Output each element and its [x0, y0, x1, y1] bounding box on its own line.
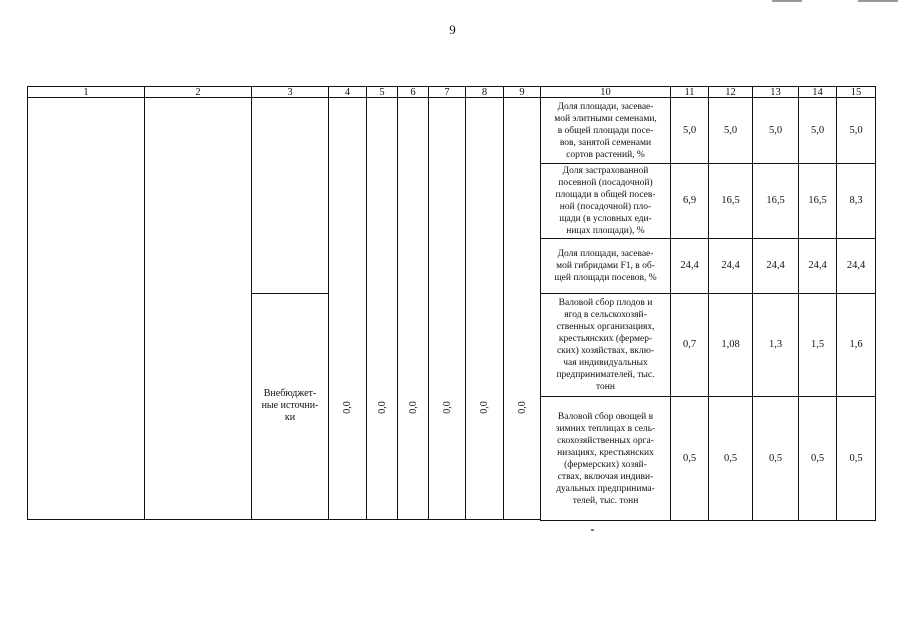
page-number: 9	[449, 22, 456, 37]
funding-amount	[428, 392, 466, 422]
indicator-description: Валовой сбор овощей в зимних теплицах в сель- скохозяйственных орга- низациях, крестьянских (фермерских) хозяй- ствах, включая индиви- дуальных предпринима- телей, тыс. тонн	[555, 411, 656, 506]
column-number: 10	[600, 86, 611, 98]
funding-amount-text: 0,0	[342, 400, 353, 414]
indicator-value: 1,3	[768, 339, 783, 350]
column-number: 4	[344, 86, 351, 98]
column-number: 14	[812, 86, 823, 98]
indicator-value: 0,5	[810, 452, 825, 464]
funding-amount	[397, 392, 429, 422]
scan-edge-mark	[772, 0, 802, 2]
column-number: 7	[444, 86, 450, 98]
indicator-description: Валовой сбор плодов и ягод в сельскохозяй- ственных организациях, крестьянских (фермер- ских) хозяйствах, вклю- чая индивидуальных предпринимателей, тыс. тонн	[556, 298, 655, 392]
indicator-value: 24,4	[766, 260, 785, 271]
indicator-value: 24,4	[680, 260, 699, 271]
table-cell	[465, 97, 504, 520]
table-cell	[144, 97, 252, 520]
indicator-value: 8,3	[849, 195, 863, 206]
indicator-value: 1,5	[810, 339, 825, 350]
indicator-value: 5,0	[768, 124, 783, 136]
funding-amount	[503, 392, 541, 422]
column-number: 8	[481, 86, 488, 98]
indicator-value: 24,4	[721, 260, 740, 271]
table-cell	[251, 97, 329, 294]
indicator-description: Доля застрахованной посевной (посадочной) площади в общей посев- ной (посадочной) пло- щади (в условных еди- ницах площади), %	[555, 166, 656, 236]
table-cell	[328, 97, 367, 520]
funding-amount	[465, 392, 504, 422]
indicator-value: 1,6	[849, 339, 863, 350]
table-cell	[397, 97, 429, 520]
indicator-value: 16,5	[721, 195, 740, 206]
indicator-description: Доля площади, засевае- мой элитными семенами, в общей площади посе- вов, занятой семенами сортов растений, %	[554, 101, 657, 160]
funding-amount-text: 0,0	[407, 400, 419, 414]
indicator-value: 6,9	[682, 195, 697, 206]
indicator-description: Доля площади, засевае- мой гибридами F1, в об- щей площади посевов, %	[554, 249, 657, 283]
indicator-value: 0,5	[768, 452, 783, 464]
funding-amount	[328, 392, 367, 422]
indicator-value: 5,0	[723, 124, 738, 136]
column-number: 11	[684, 86, 695, 98]
indicator-value: 16,5	[766, 195, 785, 206]
indicator-value: 5,0	[682, 124, 697, 136]
funding-amount	[366, 392, 398, 422]
column-number: 2	[195, 86, 201, 98]
indicator-value: 0,5	[849, 452, 863, 464]
indicator-value: 0,7	[682, 339, 697, 350]
indicator-value: 24,4	[808, 260, 827, 271]
indicator-value: 16,5	[808, 195, 827, 206]
table-cell	[428, 97, 466, 520]
funding-amount-text: 0,0	[516, 400, 528, 414]
table-cell	[503, 97, 541, 520]
column-number: 3	[287, 86, 293, 98]
funding-amount-text: 0,0	[376, 400, 388, 414]
column-number: 13	[770, 86, 781, 98]
funding-source-label: Внебюджет- ные источни- ки	[261, 388, 319, 423]
table-cell	[366, 97, 398, 520]
funding-amount-text: 0,0	[441, 400, 453, 414]
indicator-value: 0,5	[723, 452, 738, 464]
indicator-value: 5,0	[849, 124, 863, 136]
scan-speck	[591, 529, 594, 531]
indicator-value: 1,08	[721, 339, 740, 350]
indicator-value: 24,4	[846, 260, 866, 271]
column-number: 9	[519, 86, 525, 98]
indicator-value: 0,5	[682, 452, 697, 464]
funding-amount-text: 0,0	[479, 400, 490, 414]
column-number: 12	[725, 86, 736, 98]
table-cell	[27, 97, 145, 520]
column-number: 6	[410, 86, 416, 98]
indicator-value: 5,0	[810, 124, 825, 136]
column-number: 5	[379, 86, 385, 98]
column-number: 1	[83, 86, 89, 98]
scan-edge-mark	[858, 0, 898, 2]
column-number: 15	[850, 86, 862, 98]
